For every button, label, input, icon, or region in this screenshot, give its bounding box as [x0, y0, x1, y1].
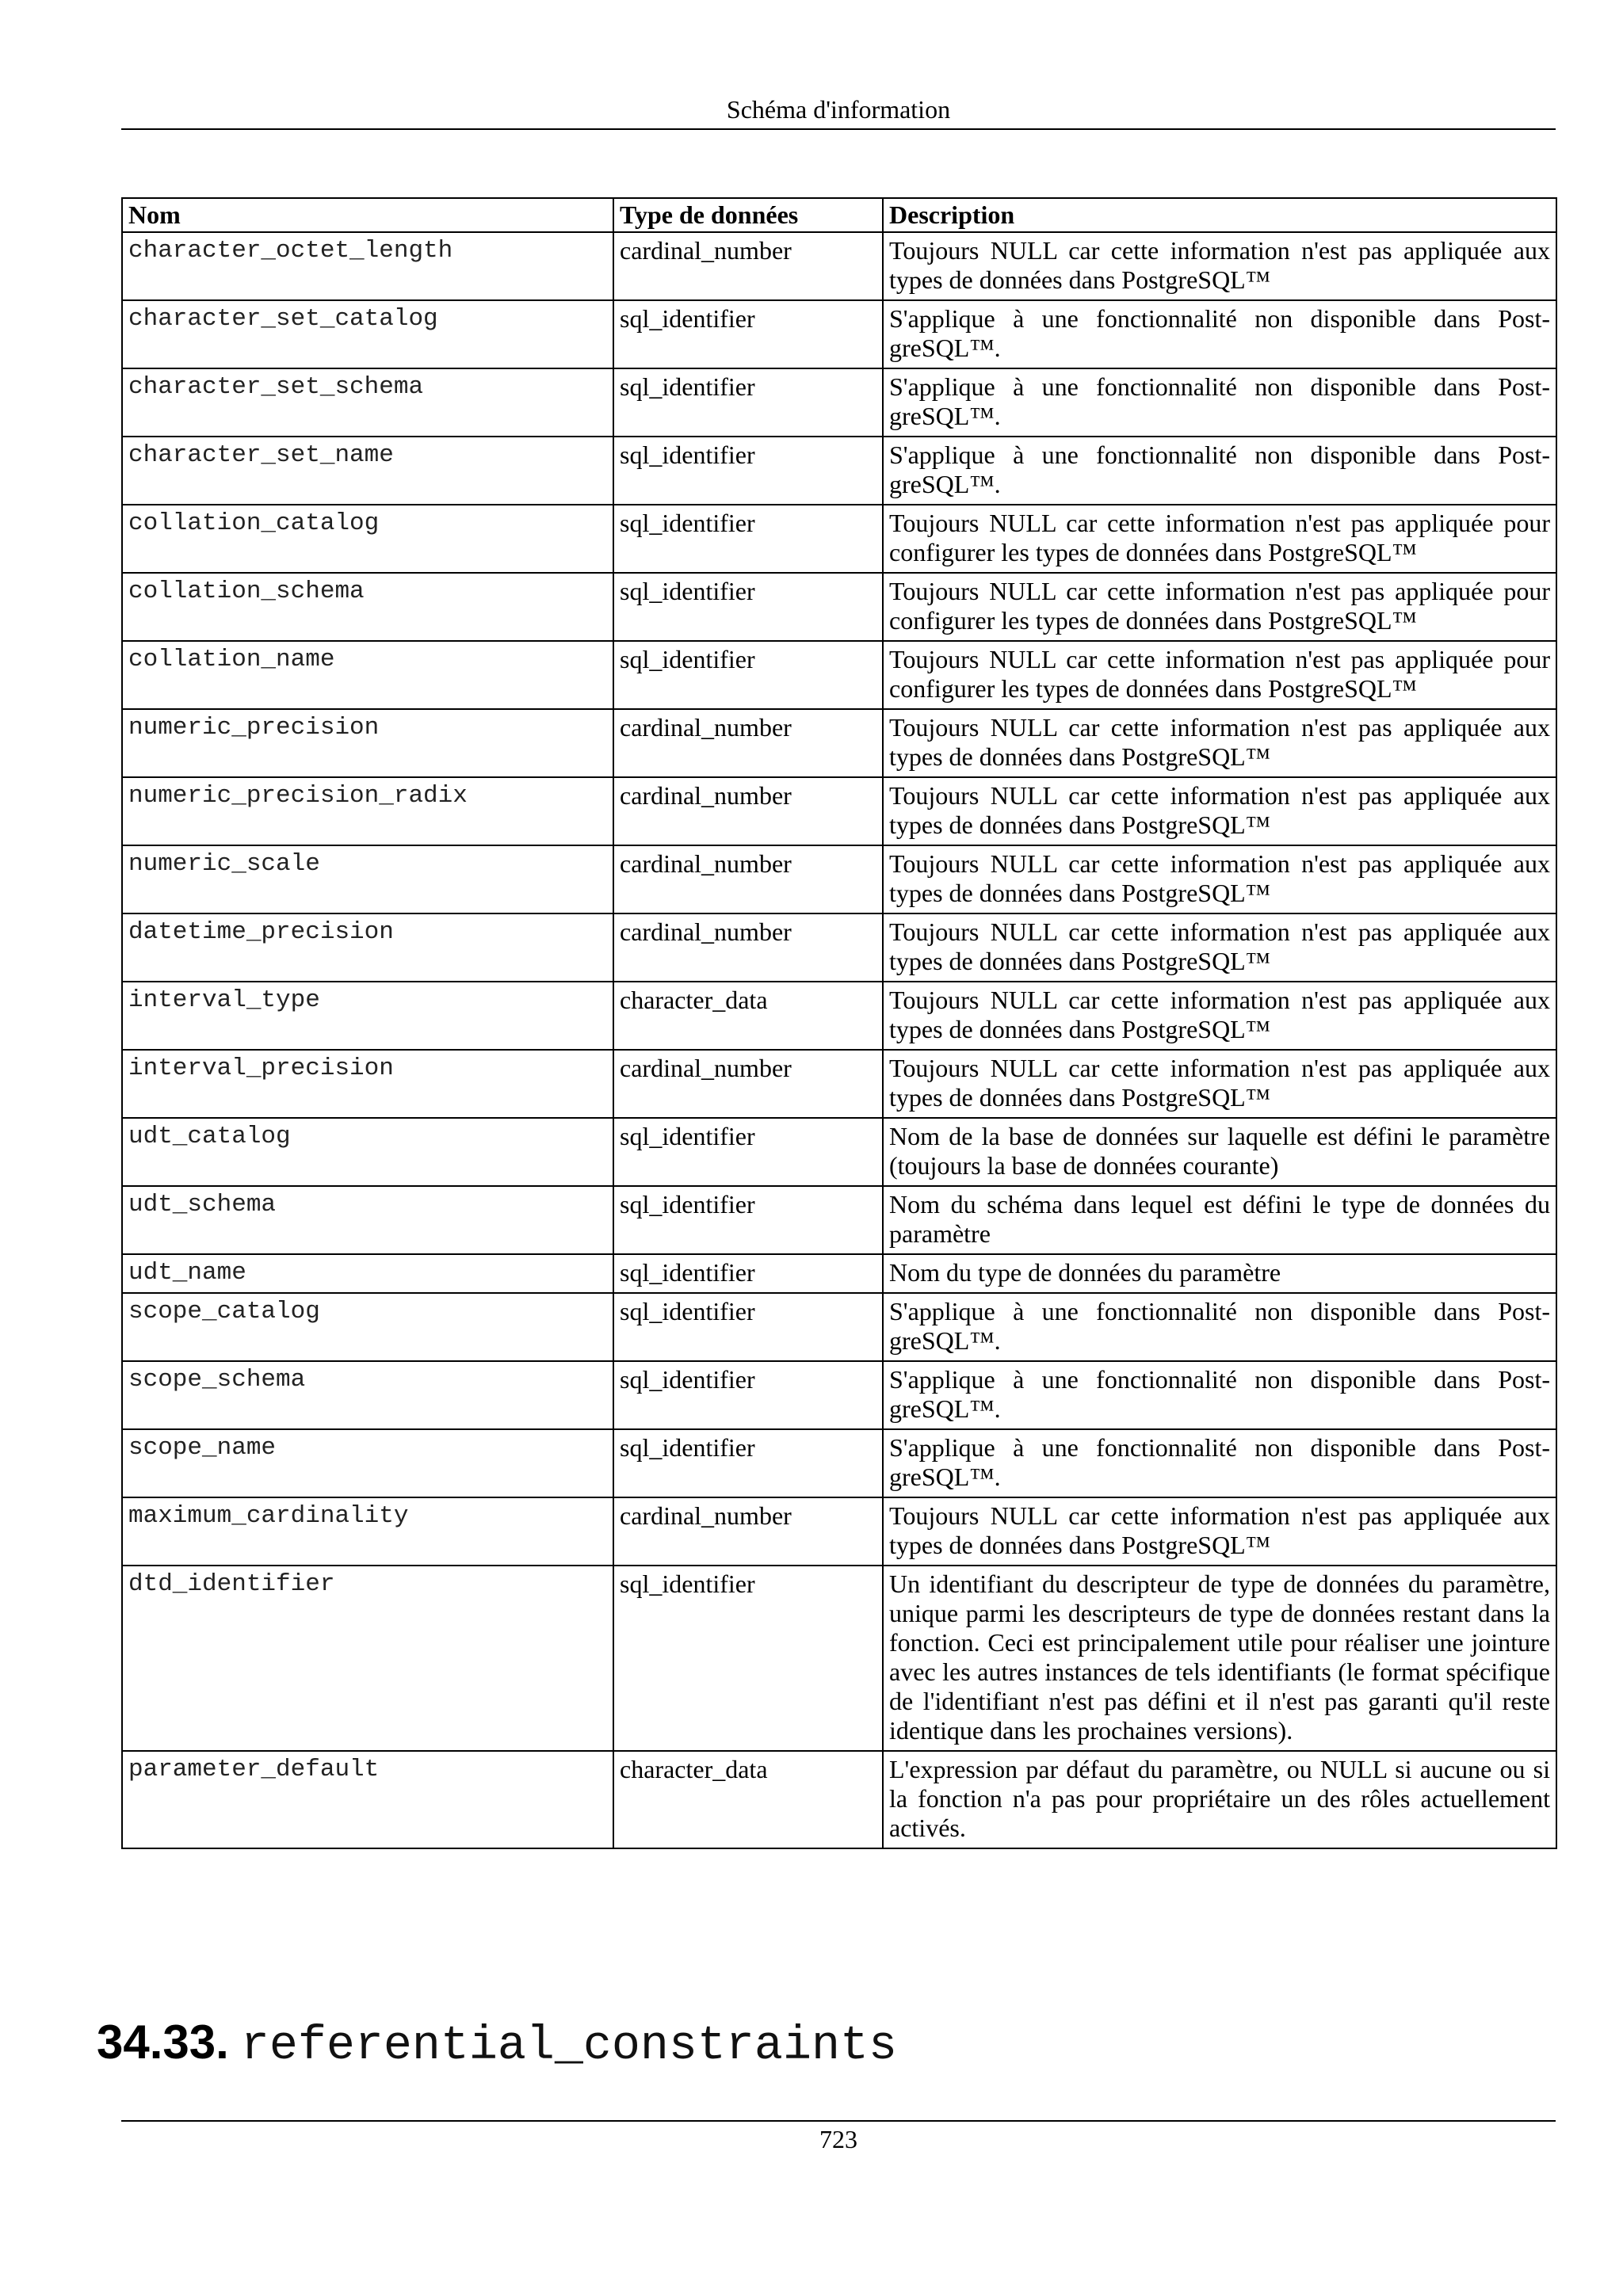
table-row: [122, 1751, 1556, 1848]
row-name: character_set_catalog: [122, 300, 613, 368]
row-name: character_set_name: [122, 437, 613, 505]
row-name: collation_schema: [122, 573, 613, 641]
row-name: collation_name: [122, 641, 613, 709]
table-row: [122, 641, 1556, 709]
row-type: sql_identifier: [613, 1186, 883, 1254]
row-type: sql_identifier: [613, 573, 883, 641]
row-description: Toujours NULL car cette information n'est pas appliquée aux types de données dans PostgreSQL™: [883, 232, 1556, 300]
row-name: dtd_identifier: [122, 1566, 613, 1751]
table-row: [122, 1118, 1556, 1186]
row-description: S'applique à une fonctionnalité non disponible dans PostgreSQL™.: [883, 437, 1556, 505]
table-row: [122, 300, 1556, 368]
row-name: scope_schema: [122, 1361, 613, 1429]
row-type: sql_identifier: [613, 368, 883, 437]
row-description: Toujours NULL car cette information n'est pas appliquée aux types de données dans PostgreSQL™: [883, 913, 1556, 982]
row-name: maximum_cardinality: [122, 1497, 613, 1566]
row-name: interval_type: [122, 982, 613, 1050]
row-name: udt_schema: [122, 1186, 613, 1254]
row-name: collation_catalog: [122, 505, 613, 573]
section-heading: [97, 2012, 897, 2077]
row-description: Nom de la base de données sur laquelle est défini le paramètre (toujours la base de données courante): [883, 1118, 1556, 1186]
row-type: cardinal_number: [613, 1497, 883, 1566]
row-name: udt_catalog: [122, 1118, 613, 1186]
row-type: cardinal_number: [613, 709, 883, 777]
row-description: Toujours NULL car cette information n'est pas appliquée pour configurer les types de données dans PostgreSQL™: [883, 505, 1556, 573]
table-header-row: [122, 198, 1556, 232]
row-type: sql_identifier: [613, 1361, 883, 1429]
row-type: cardinal_number: [613, 845, 883, 913]
header-rule: [121, 128, 1556, 130]
row-name: numeric_precision_radix: [122, 777, 613, 845]
row-name: scope_name: [122, 1429, 613, 1497]
table-row: [122, 1566, 1556, 1751]
row-type: sql_identifier: [613, 1118, 883, 1186]
row-description: Nom du type de données du paramètre: [883, 1254, 1556, 1293]
row-name: udt_name: [122, 1254, 613, 1293]
section-title: referential_constraints: [240, 2019, 897, 2073]
row-type: sql_identifier: [613, 641, 883, 709]
row-type: character_data: [613, 982, 883, 1050]
table-row: [122, 1497, 1556, 1566]
section-number: 34.33.: [97, 2016, 229, 2069]
row-description: Toujours NULL car cette information n'est pas appliquée pour configurer les types de données dans PostgreSQL™: [883, 573, 1556, 641]
column-header-description: Description: [883, 198, 1556, 232]
row-description: S'applique à une fonctionnalité non disponible dans PostgreSQL™.: [883, 300, 1556, 368]
table-row: [122, 1254, 1556, 1293]
row-description: S'applique à une fonctionnalité non disponible dans PostgreSQL™.: [883, 1429, 1556, 1497]
row-name: numeric_precision: [122, 709, 613, 777]
row-description: Toujours NULL car cette information n'est pas appliquée aux types de données dans PostgreSQL™: [883, 777, 1556, 845]
page-number: 723: [819, 2125, 857, 2153]
row-type: sql_identifier: [613, 1254, 883, 1293]
row-type: sql_identifier: [613, 1429, 883, 1497]
table-row: [122, 709, 1556, 777]
table-row: [122, 982, 1556, 1050]
table-row: [122, 437, 1556, 505]
row-description: S'applique à une fonctionnalité non disponible dans PostgreSQL™.: [883, 368, 1556, 437]
table-row: [122, 845, 1556, 913]
row-description: S'applique à une fonctionnalité non disponible dans PostgreSQL™.: [883, 1293, 1556, 1361]
table-body: [122, 232, 1556, 1848]
table-row: [122, 232, 1556, 300]
table-row: [122, 1429, 1556, 1497]
row-description: L'expression par défaut du paramètre, ou NULL si aucune ou si la fonction n'a pas pour propriétaire un des rôles actuellement activés.: [883, 1751, 1556, 1848]
row-type: sql_identifier: [613, 300, 883, 368]
row-name: datetime_precision: [122, 913, 613, 982]
row-type: sql_identifier: [613, 505, 883, 573]
row-description: Toujours NULL car cette information n'est pas appliquée aux types de données dans PostgreSQL™: [883, 1497, 1556, 1566]
row-type: cardinal_number: [613, 1050, 883, 1118]
row-name: character_set_schema: [122, 368, 613, 437]
row-name: interval_precision: [122, 1050, 613, 1118]
table-row: [122, 1050, 1556, 1118]
row-description: Toujours NULL car cette information n'est pas appliquée aux types de données dans PostgreSQL™: [883, 845, 1556, 913]
row-name: character_octet_length: [122, 232, 613, 300]
row-description: Toujours NULL car cette information n'est pas appliquée aux types de données dans PostgreSQL™: [883, 1050, 1556, 1118]
row-type: sql_identifier: [613, 437, 883, 505]
table-row: [122, 1361, 1556, 1429]
footer-rule: [121, 2120, 1556, 2122]
row-type: cardinal_number: [613, 232, 883, 300]
row-type: cardinal_number: [613, 913, 883, 982]
table-row: [122, 368, 1556, 437]
table-row: [122, 573, 1556, 641]
row-name: parameter_default: [122, 1751, 613, 1848]
column-header-name: Nom: [122, 198, 613, 232]
table-row: [122, 505, 1556, 573]
parameters-table: [121, 197, 1557, 1849]
table-row: [122, 913, 1556, 982]
row-name: numeric_scale: [122, 845, 613, 913]
row-type: sql_identifier: [613, 1293, 883, 1361]
table-row: [122, 777, 1556, 845]
row-type: character_data: [613, 1751, 883, 1848]
table-row: [122, 1186, 1556, 1254]
row-name: scope_catalog: [122, 1293, 613, 1361]
row-description: Un identifiant du descripteur de type de données du paramètre, unique parmi les descripteurs de type de données restant dans la fonction. Ceci est principalement utile pour réaliser une jointure avec les autres instances de tels identifiants (le format spécifique de l'identifiant n'est pas défini et il n'est pas garanti qu'il reste identique dans les prochaines versions).: [883, 1566, 1556, 1751]
row-description: Toujours NULL car cette information n'est pas appliquée aux types de données dans PostgreSQL™: [883, 709, 1556, 777]
row-type: cardinal_number: [613, 777, 883, 845]
row-description: Toujours NULL car cette information n'est pas appliquée aux types de données dans PostgreSQL™: [883, 982, 1556, 1050]
row-description: Nom du schéma dans lequel est défini le type de données du paramètre: [883, 1186, 1556, 1254]
column-header-type: Type de données: [613, 198, 883, 232]
row-description: Toujours NULL car cette information n'est pas appliquée pour configurer les types de données dans PostgreSQL™: [883, 641, 1556, 709]
running-header: Schéma d'information: [726, 95, 951, 124]
row-type: sql_identifier: [613, 1566, 883, 1751]
table-row: [122, 1293, 1556, 1361]
row-description: S'applique à une fonctionnalité non disponible dans PostgreSQL™.: [883, 1361, 1556, 1429]
